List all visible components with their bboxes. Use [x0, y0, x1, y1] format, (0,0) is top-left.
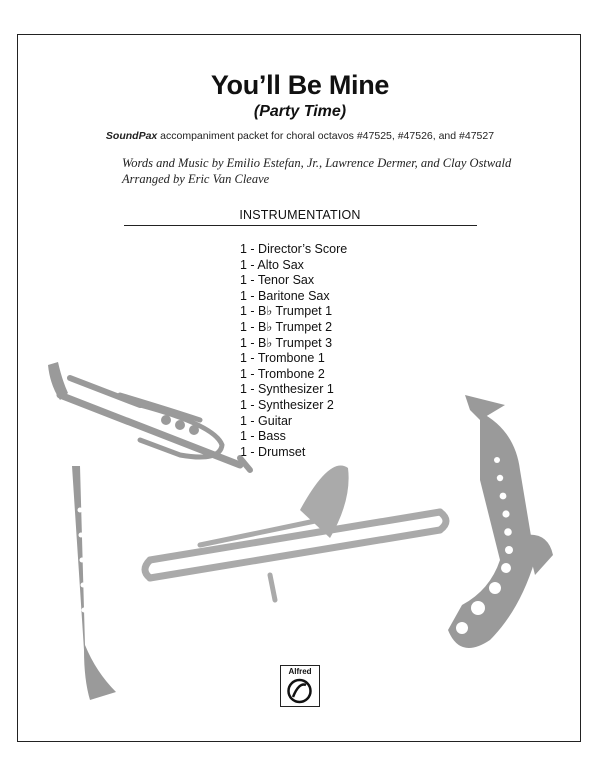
- instrument-item: 1 - Baritone Sax: [240, 288, 330, 303]
- page-title: You’ll Be Mine: [210, 70, 390, 100]
- instrument-item: 1 - Trombone 2: [240, 366, 325, 381]
- credits: [122, 155, 511, 187]
- publisher-logo-icon: [280, 665, 320, 707]
- instrument-item: 1 - Synthesizer 1: [240, 382, 334, 397]
- instrument-item: 1 - B♭ Trumpet 1: [240, 304, 333, 319]
- instrument-item: 1 - Synthesizer 2: [240, 397, 334, 412]
- credits-words-music: Words and Music by Emilio Estefan, Jr., Lawrence Dermer, and Clay Ostwald: [122, 156, 512, 170]
- instrument-item: 1 - Alto Sax: [240, 257, 304, 272]
- instrument-item: 1 - Tenor Sax: [240, 273, 315, 288]
- instrument-item: 1 - B♭ Trumpet 2: [240, 319, 333, 334]
- instrument-item: 1 - Drumset: [240, 444, 306, 459]
- credits-arranged: Arranged by Eric Van Cleave: [122, 172, 270, 186]
- instrument-item: 1 - B♭ Trumpet 3: [240, 335, 333, 350]
- instrumentation-heading: INSTRUMENTATION: [239, 208, 361, 222]
- publisher-logo-text: Alfred: [288, 667, 312, 676]
- packet-brand: SoundPax: [105, 130, 158, 142]
- instrument-item: 1 - Director’s Score: [240, 242, 348, 256]
- instrument-list: [240, 242, 347, 460]
- logo-mark: [281, 676, 318, 706]
- instrument-item: 1 - Bass: [240, 429, 286, 444]
- packet-text: accompaniment packet for choral octavos #47525, #47526, and #47527: [157, 130, 495, 142]
- page-subtitle: (Party Time): [253, 103, 347, 120]
- packet-description: [0, 130, 600, 142]
- heading-rule: [124, 225, 477, 226]
- instrument-item: 1 - Trombone 1: [240, 351, 325, 366]
- instrument-item: 1 - Guitar: [240, 413, 293, 428]
